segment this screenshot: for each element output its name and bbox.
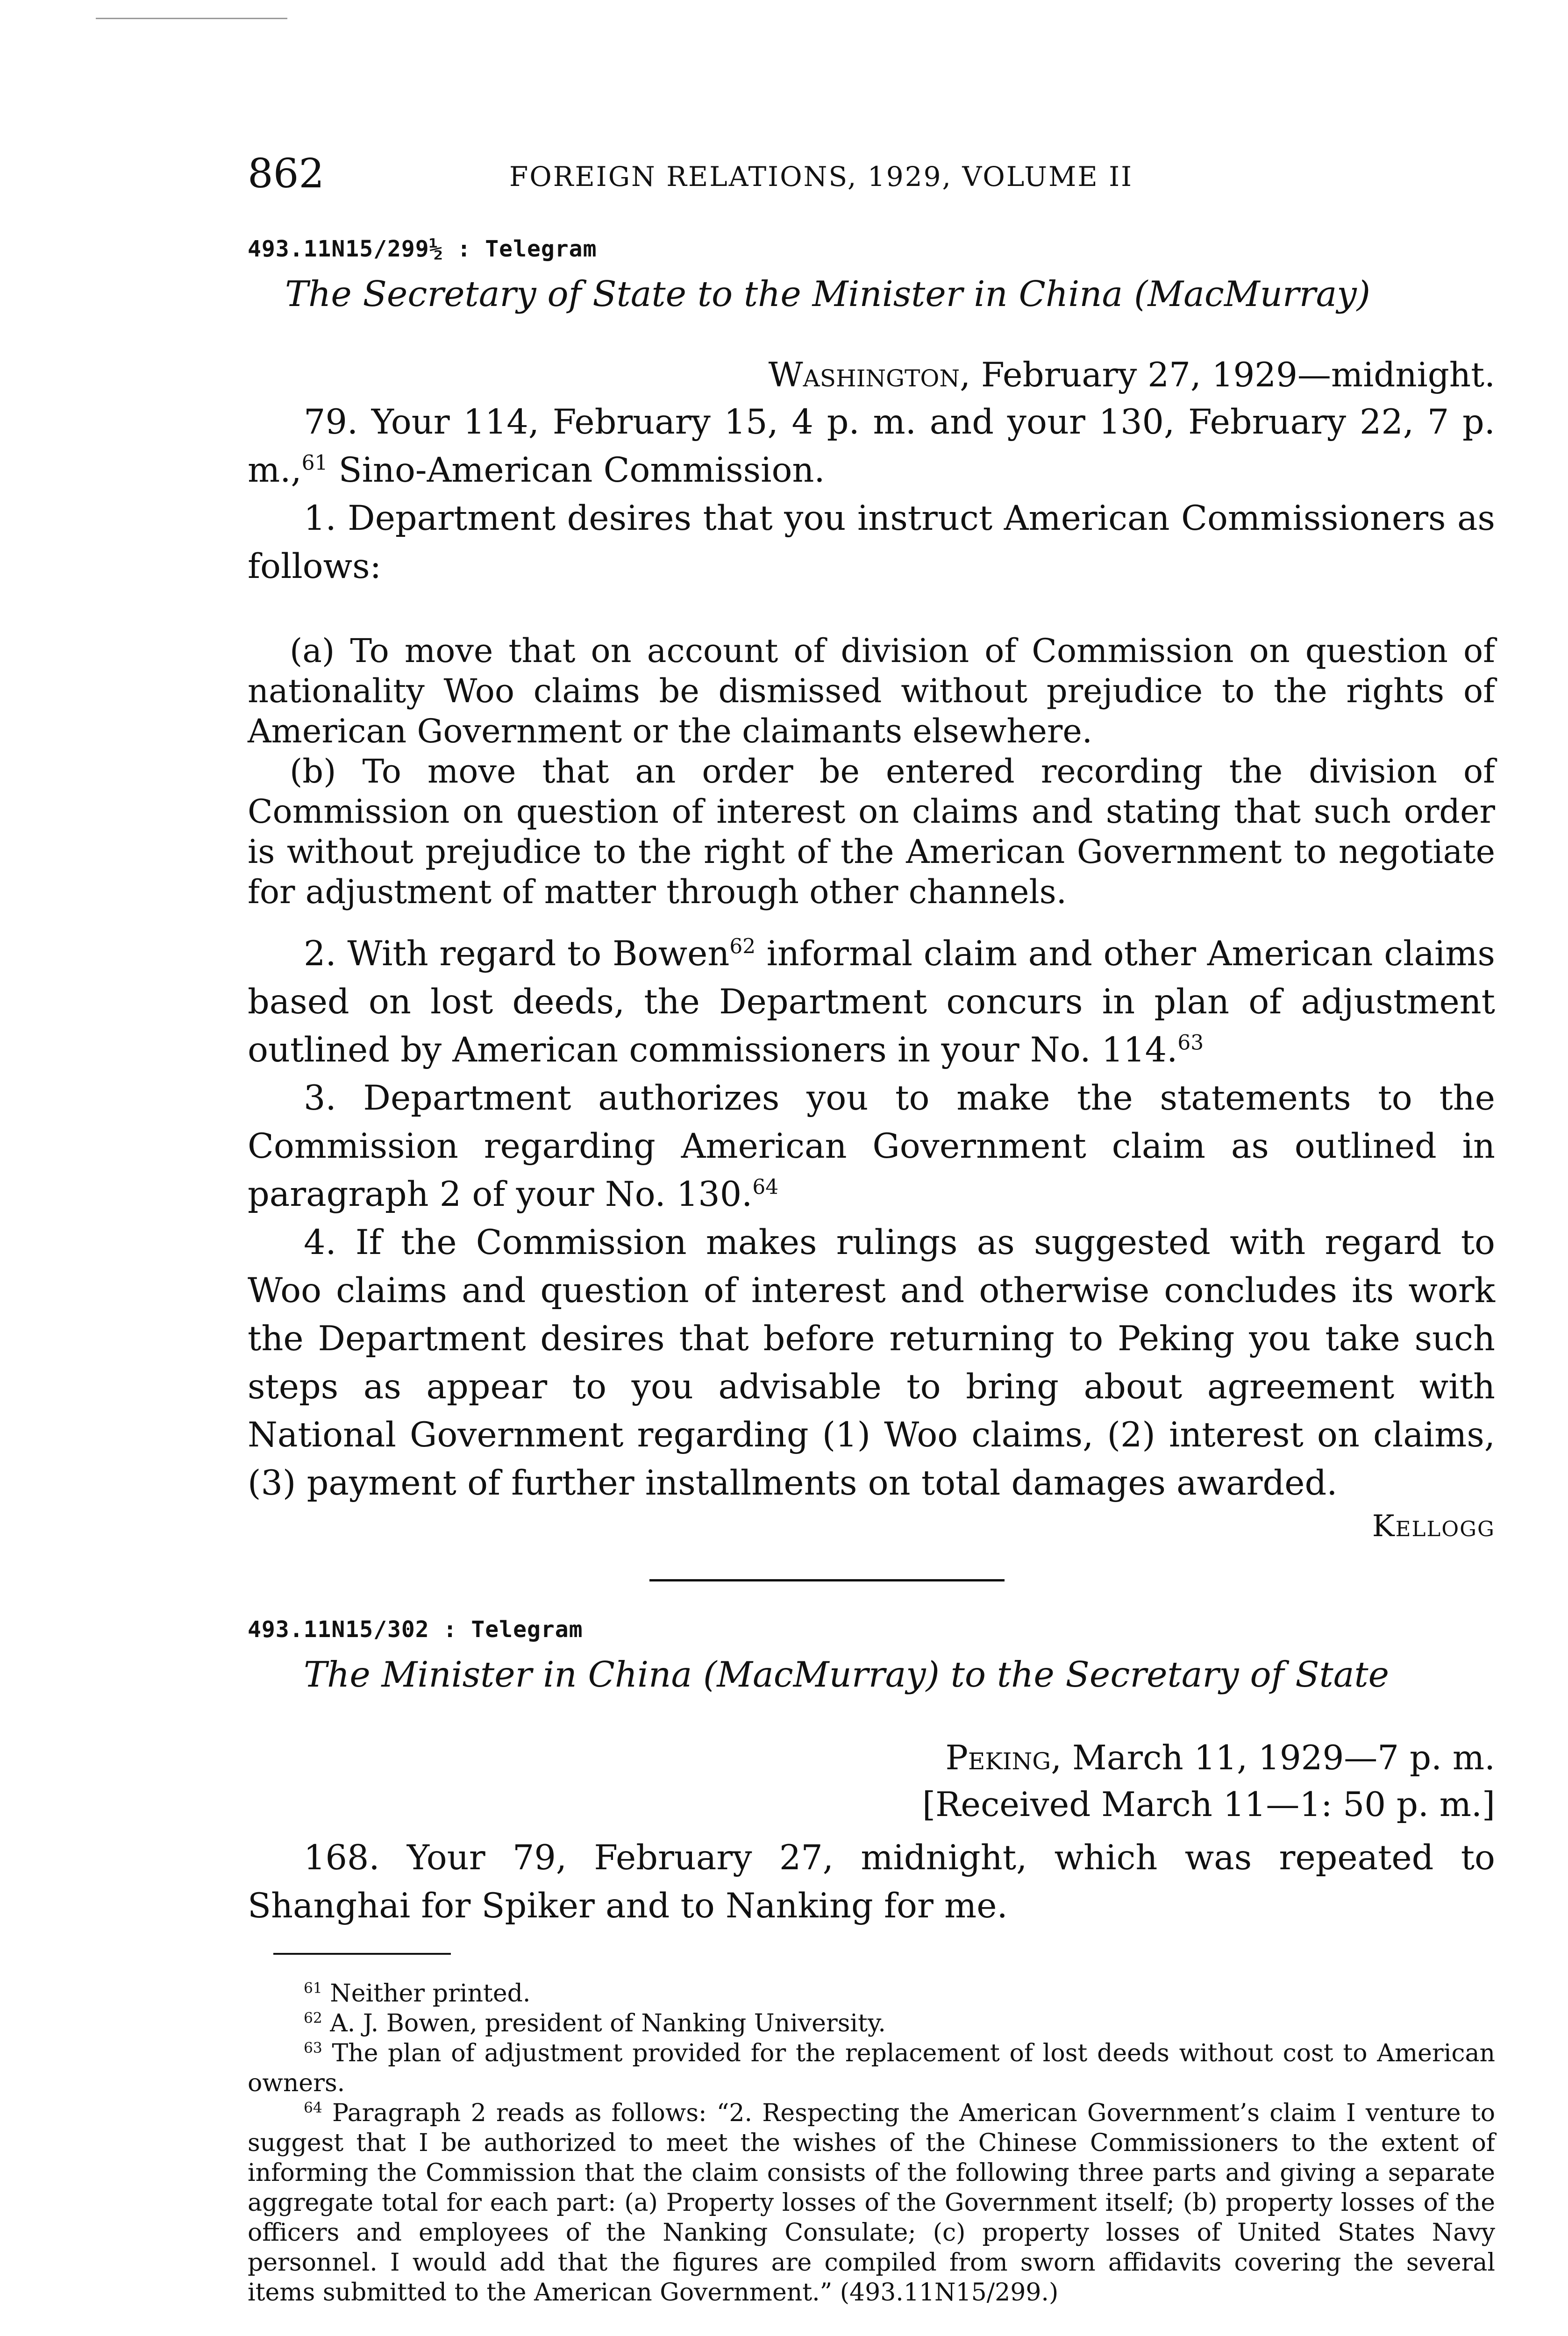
doc1-place: Washington (768, 355, 960, 394)
instruction-item-b: (b) To move that an order be entered recording the division of Commission on question of interest on claims and stating that such order is without prejudice to the right of the American Government to negotiate for adjustment of matter through other channels. (248, 752, 1495, 911)
footnote-62 (248, 2008, 1495, 2038)
doc1-para-4: 4. If the Commission makes rulings as suggested with regard to Woo claims and question of interest and otherwise concludes its work the Department desires that before returning to Peking you take such steps as appear to you advisable to bring about agreement with National Government regarding (1) Woo claims, (2) interest on claims, (3) payment of further installments on total damages awarded. (248, 1223, 1495, 1503)
footnotes (248, 1979, 1495, 2308)
doc2-para-1: 168. Your 79, February 27, midnight, which was repeated to Shanghai for Spiker and to Nanking for me. (248, 1838, 1495, 1926)
doc2-date: , March 11, 1929—7 p. m. (1051, 1738, 1495, 1777)
doc1-intro-text-2: Sino-American Commission. (328, 450, 825, 490)
footnote-64 (248, 2098, 1495, 2308)
footnote-63-number: 63 (304, 2039, 322, 2057)
doc1-file-number: 493.11N15/299½ : Telegram (248, 236, 597, 262)
doc1-signature: Kellogg (1372, 1509, 1495, 1544)
footnote-ref-64: 64 (752, 1175, 779, 1199)
footnote-61-number: 61 (304, 1980, 322, 1997)
doc1-para-3 (248, 1074, 1495, 1218)
doc2-file-number: 493.11N15/302 : Telegram (248, 1617, 583, 1643)
footnote-ref-63: 63 (1177, 1031, 1204, 1055)
footnote-62-number: 62 (304, 2009, 322, 2027)
footnote-64-number: 64 (304, 2099, 322, 2116)
footnote-rule (273, 1953, 451, 1955)
footnote-ref-62: 62 (729, 934, 756, 959)
top-edge-rule (96, 18, 287, 19)
page-number: 862 (248, 150, 325, 197)
doc1-body (248, 398, 1495, 591)
footnote-63 (248, 2038, 1495, 2098)
doc1-intro (248, 398, 1495, 494)
doc1-dateline (248, 355, 1495, 394)
doc1-body-2 (248, 930, 1495, 1507)
doc1-instructions (248, 631, 1495, 912)
running-head: FOREIGN RELATIONS, 1929, VOLUME II (509, 161, 1133, 192)
doc1-para-2-text: 2. With regard to Bowen (304, 934, 730, 974)
document-separator (649, 1579, 1005, 1581)
footnote-ref-61: 61 (301, 451, 328, 475)
footnote-64-text: Paragraph 2 reads as follows: “2. Respecting the American Government’s claim I venture to suggest that I be authorized to meet the wishes of the Chinese Commissioners to the extent of informing the Commission that the claim consists of the following three parts and giving a separate aggregate total for each part: (a) Property losses of the Government itself; (b) property losses of the officers and employees of the Nanking Consulate; (c) property losses of United States Navy personnel. I would add that the figures are compiled from sworn affidavits covering the several items submitted to the American Government.” (493.11N15/299.) (248, 2099, 1496, 2307)
doc1-date: , February 27, 1929—midnight. (960, 355, 1495, 394)
doc2-received: [Received March 11—1: 50 p. m.] (922, 1785, 1495, 1824)
doc2-body (248, 1834, 1495, 1930)
doc2-dateline (248, 1738, 1495, 1777)
footnote-63-text: The plan of adjustment provided for the replacement of lost deeds without cost to American owners. (248, 2039, 1496, 2097)
footnote-61 (248, 1979, 1495, 2008)
doc1-title: The Secretary of State to the Minister in China (MacMurray) (285, 273, 1370, 314)
doc1-para-1: 1. Department desires that you instruct American Commissioners as follows: (248, 499, 1495, 586)
instruction-item-a: (a) To move that on account of division of Commission on question of nationality Woo claims be dismissed without prejudice to the rights of American Government or the claimants elsewhere. (248, 632, 1495, 750)
doc1-para-2 (248, 930, 1495, 1074)
footnote-62-text: A. J. Bowen, president of Nanking University. (330, 2009, 886, 2037)
doc1-para-2-text-2: informal claim and other American claims based on lost deeds, the Department concurs in plan of adjustment outlined by American commissioners in your No. 114. (248, 934, 1495, 1070)
footnote-61-text: Neither printed. (330, 1980, 531, 2008)
doc1-para-3-text: 3. Department authorizes you to make the statements to the Commission regarding American Government claim as outlined in paragraph 2 of your No. 130. (248, 1078, 1495, 1214)
doc2-title: The Minister in China (MacMurray) to the Secretary of State (304, 1654, 1389, 1695)
doc1-intro-text: 79. Your 114, February 15, 4 p. m. and your 130, February 22, 7 p. m., (248, 402, 1495, 490)
doc2-place: Peking (945, 1738, 1051, 1777)
